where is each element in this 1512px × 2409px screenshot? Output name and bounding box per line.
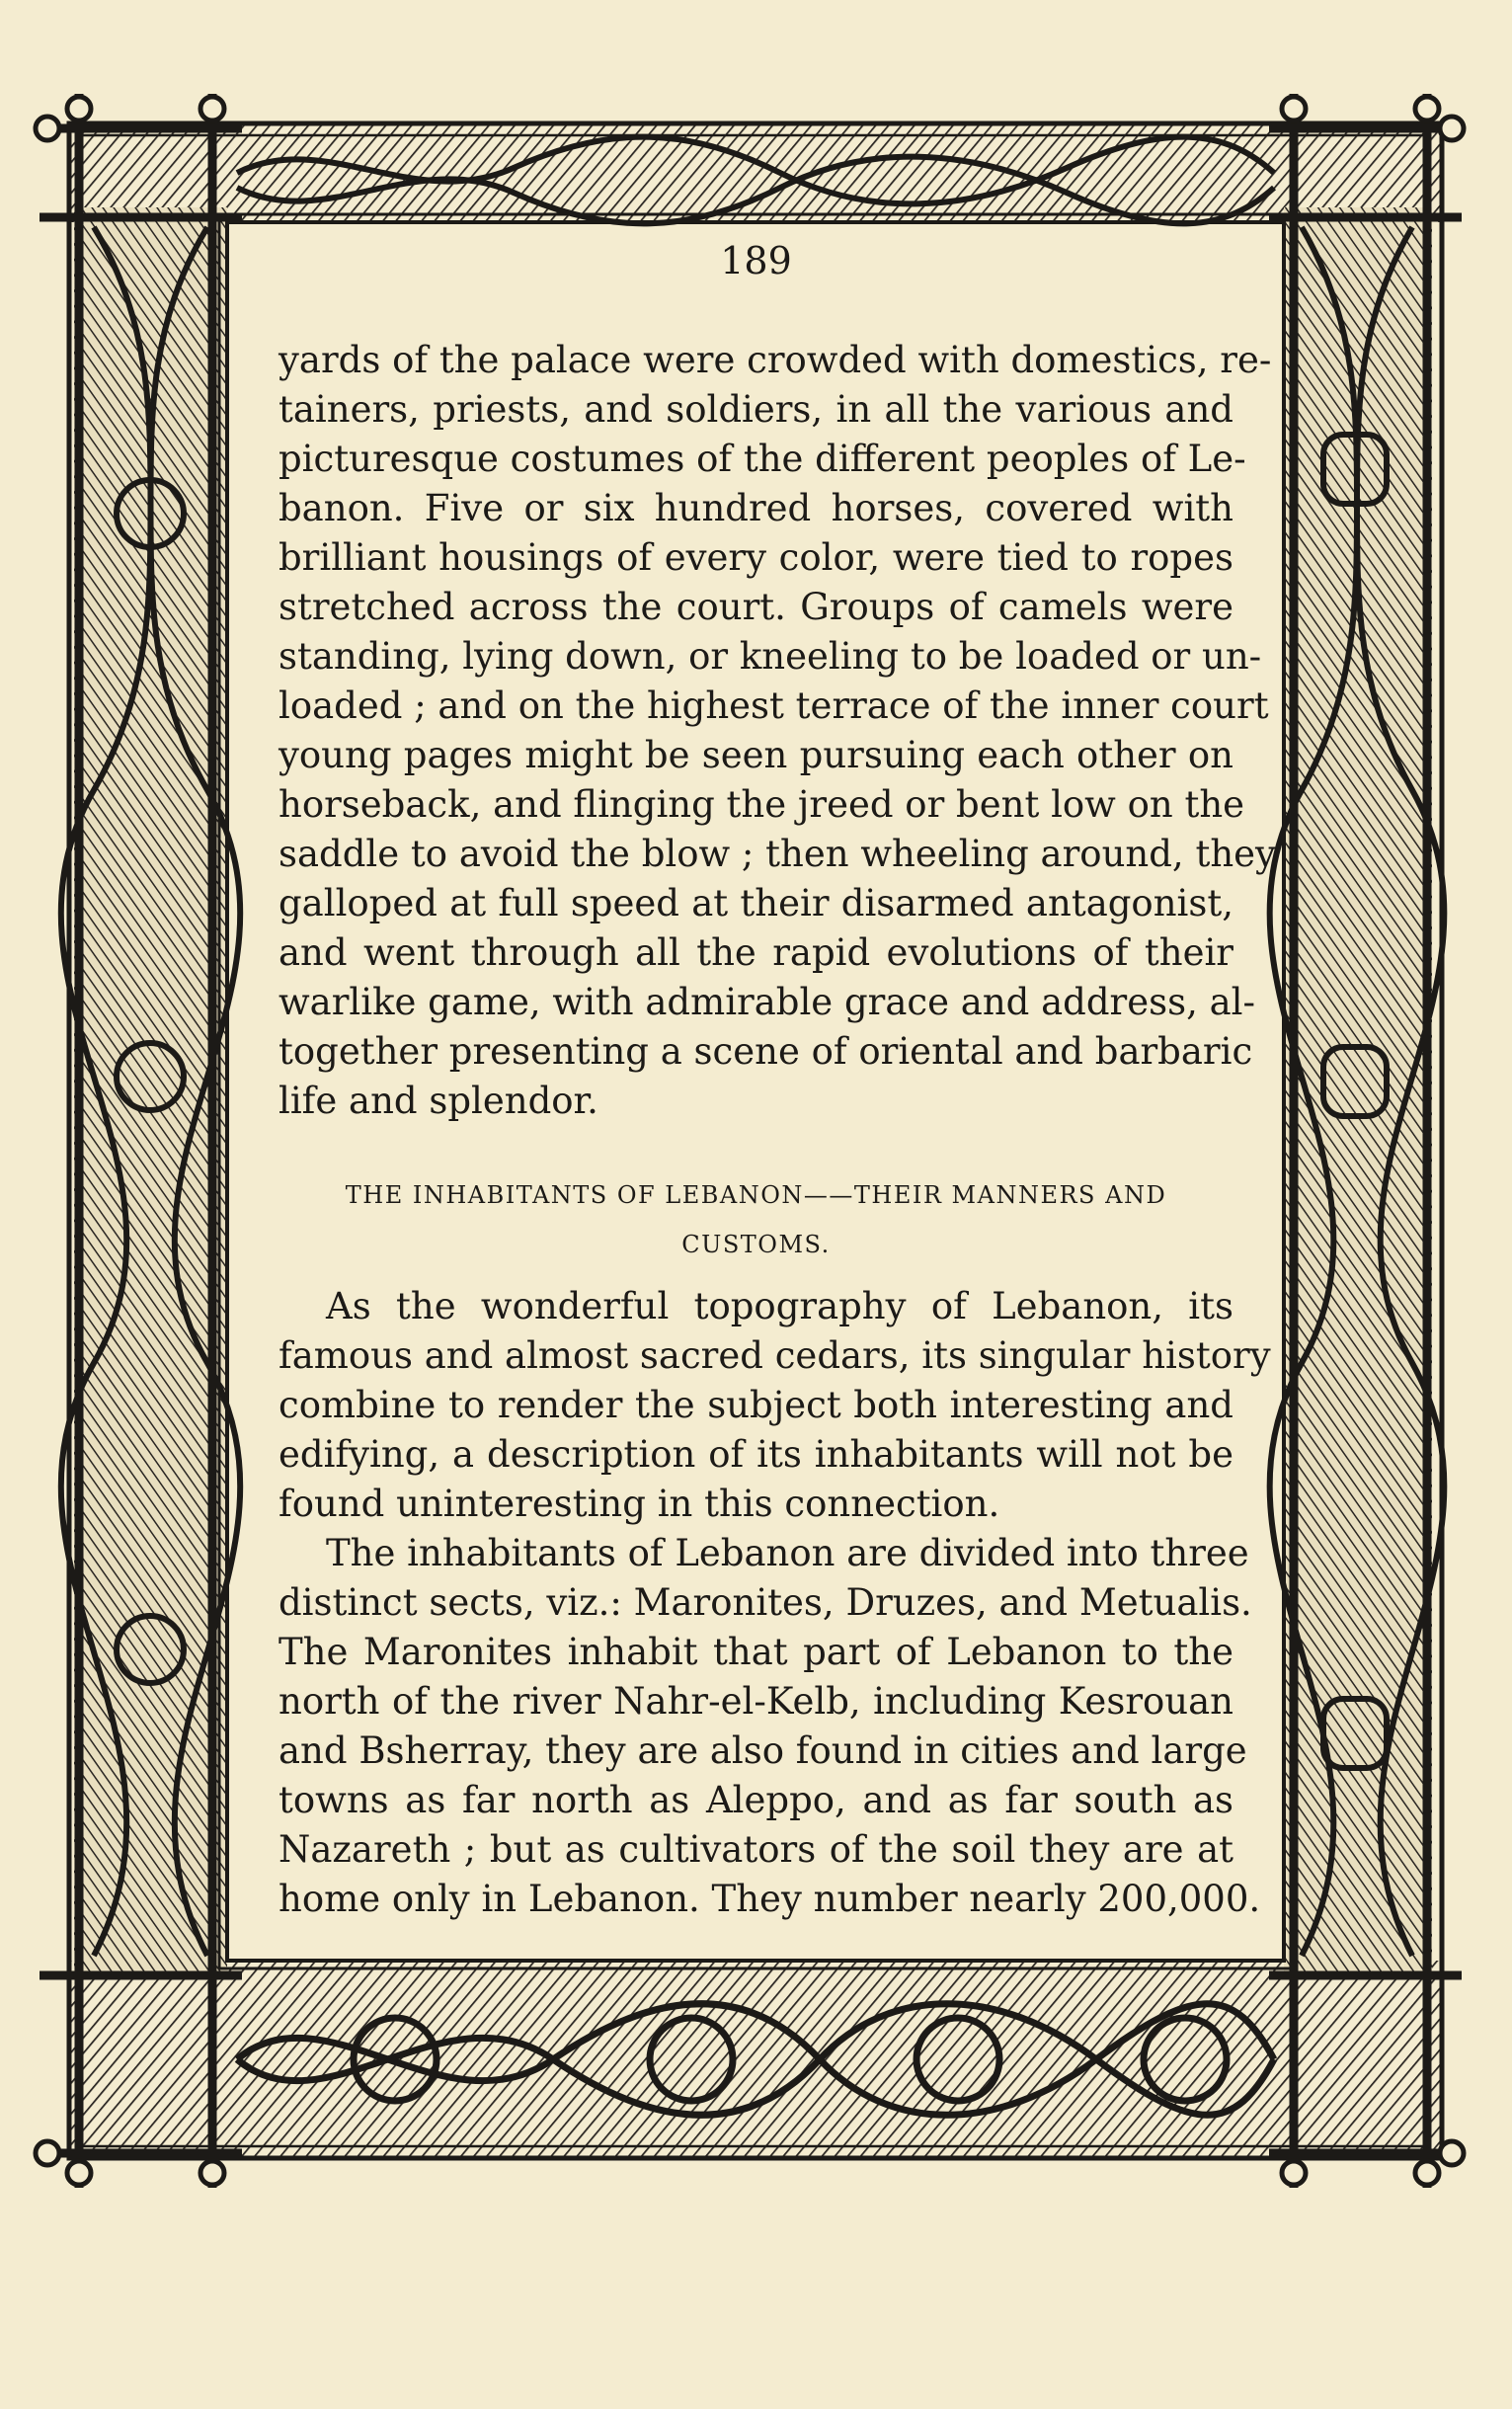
text-line: As the wonderful topography of Lebanon, its bbox=[326, 1285, 1233, 1327]
text-line: famous and almost sacred cedars, its singular history bbox=[279, 1334, 1271, 1377]
text-line: found uninteresting in this connection. bbox=[279, 1483, 1000, 1525]
text-line: home only in Lebanon. They number nearly 200,000. bbox=[279, 1878, 1261, 1920]
text-line: loaded ; and on the highest terrace of the inner court bbox=[279, 684, 1269, 727]
text-line: Nazareth ; but as cultivators of the soil they are at bbox=[279, 1828, 1233, 1871]
page-number: 189 bbox=[720, 239, 792, 282]
text-line: life and splendor. bbox=[279, 1080, 598, 1122]
text-line: warlike game, with admirable grace and address, al- bbox=[279, 981, 1256, 1023]
text-line: standing, lying down, or kneeling to be loaded or un- bbox=[279, 635, 1262, 678]
text-line: distinct sects, viz.: Maronites, Druzes, and Metualis. bbox=[279, 1581, 1252, 1624]
bottom-border-band bbox=[69, 1961, 1442, 2158]
text-line: stretched across the court. Groups of camels were bbox=[279, 586, 1233, 628]
text-line: and went through all the rapid evolutions of their bbox=[279, 931, 1233, 974]
text-line: saddle to avoid the blow ; then wheeling around, they bbox=[279, 833, 1276, 875]
section-heading: THE INHABITANTS OF LEBANON——THEIR MANNERS AND bbox=[345, 1181, 1167, 1209]
text-line: banon. Five or six hundred horses, covered with bbox=[279, 487, 1233, 529]
text-line: north of the river Nahr-el-Kelb, including Kesrouan bbox=[279, 1680, 1233, 1723]
text-line: The Maronites inhabit that part of Lebanon to the bbox=[279, 1631, 1233, 1673]
text-panel bbox=[279, 227, 1276, 1936]
top-border-band bbox=[69, 123, 1442, 222]
text-line: horseback, and flinging the jreed or bent low on the bbox=[279, 783, 1245, 826]
text-line: brilliant housings of every color, were tied to ropes bbox=[279, 536, 1233, 579]
text-line: towns as far north as Aleppo, and as far south as bbox=[279, 1779, 1233, 1821]
text-line: galloped at full speed at their disarmed antagonist, bbox=[279, 882, 1233, 924]
text-line: tainers, priests, and soldiers, in all the various and bbox=[279, 388, 1233, 431]
text-line: picturesque costumes of the different peoples of Le- bbox=[279, 438, 1246, 480]
text-line: young pages might be seen pursuing each other on bbox=[279, 734, 1233, 776]
text-line: combine to render the subject both interesting and bbox=[279, 1384, 1233, 1426]
text-line: The inhabitants of Lebanon are divided into three bbox=[326, 1532, 1249, 1574]
text-line: edifying, a description of its inhabitants will not be bbox=[279, 1433, 1233, 1476]
text-line: yards of the palace were crowded with domestics, re- bbox=[279, 339, 1272, 381]
section-heading-continued: CUSTOMS. bbox=[681, 1231, 831, 1258]
text-line: and Bsherray, they are also found in cities and large bbox=[279, 1729, 1247, 1772]
text-line: together presenting a scene of oriental and barbaric bbox=[279, 1030, 1253, 1073]
